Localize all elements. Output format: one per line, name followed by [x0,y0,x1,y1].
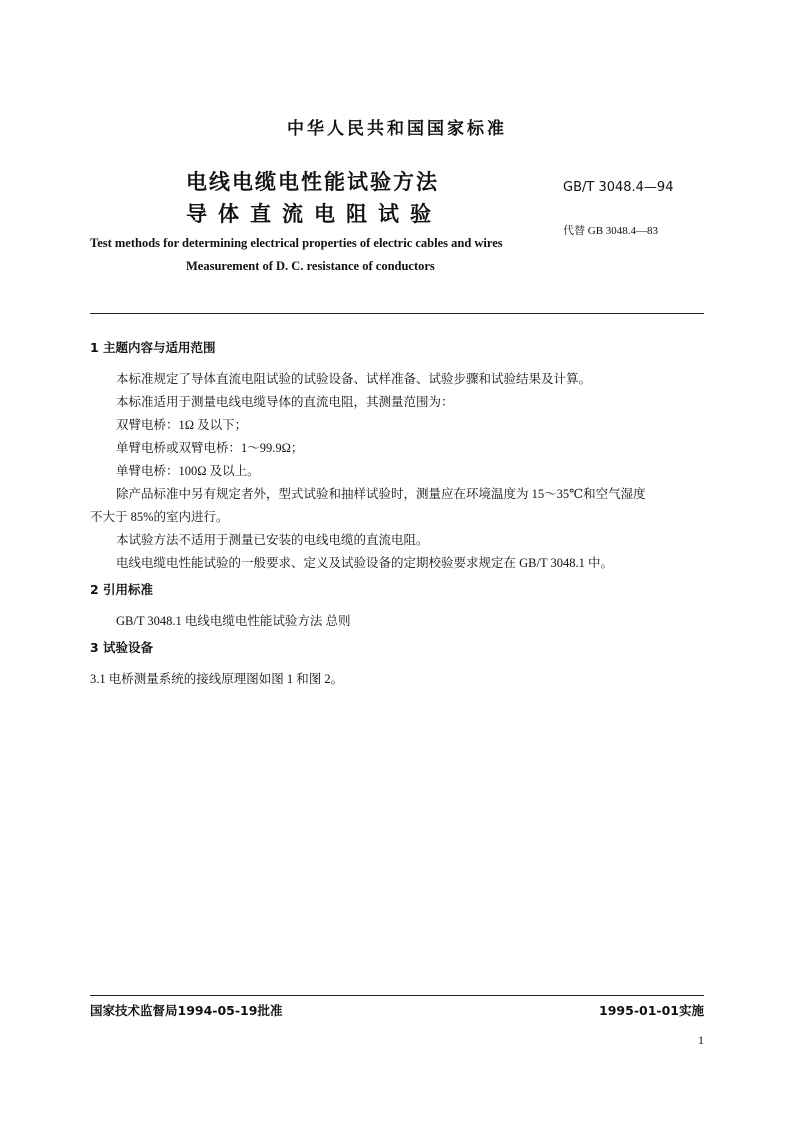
section-1-paragraph: 本标准适用于测量电线电缆导体的直流电阻，其测量范围为： [116,395,454,409]
national-standard-heading: 中华人民共和国国家标准 [287,119,507,139]
reference-item: GB/T 3048.1 电线电缆电性能试验方法 总则 [116,614,351,628]
footer-divider [90,995,704,996]
approval-date: 国家技术监督局1994-05-19批准 [90,1003,283,1018]
section-1-heading: 1 主题内容与适用范围 [90,340,216,355]
replaces-standard: 代替 GB 3048.4—83 [563,225,659,237]
section-1-paragraph: 除产品标准中另有规定者外，型式试验和抽样试验时，测量应在环境温度为 15～35℃和空气湿度 [116,487,646,501]
title-cn-line2: 导体直流电阻试验 [186,202,442,226]
implementation-date: 1995-01-01实施 [599,1003,704,1018]
page-number: 1 [698,1033,704,1047]
range-item: 双臂电桥：1Ω 及以下； [116,418,248,432]
range-item: 单臂电桥或双臂电桥：1～99.9Ω； [116,441,304,455]
section-1-paragraph: 本试验方法不适用于测量已安装的电线电缆的直流电阻。 [116,533,429,547]
section-3-heading: 3 试验设备 [90,640,154,655]
section-1-paragraph: 本标准规定了导体直流电阻试验的试验设备、试样准备、试验步骤和试验结果及计算。 [116,372,592,386]
title-en-line1: Test methods for determining electrical properties of electric cables and wires [90,236,503,250]
title-en-line2: Measurement of D. C. resistance of conductors [186,259,435,273]
range-item: 单臂电桥：100Ω 及以上。 [116,464,260,478]
standard-number: GB/T 3048.4—94 [563,180,674,195]
title-cn-line1: 电线电缆电性能试验方法 [186,170,439,194]
section-2-heading: 2 引用标准 [90,582,154,597]
header-divider [90,313,704,314]
clause-3-1: 3.1 电桥测量系统的接线原理图如图 1 和图 2。 [90,672,344,686]
section-1-paragraph-cont: 不大于 85%的室内进行。 [90,510,229,524]
section-1-paragraph: 电线电缆电性能试验的一般要求、定义及试验设备的定期校验要求规定在 GB/T 3048.1 中。 [116,556,613,570]
